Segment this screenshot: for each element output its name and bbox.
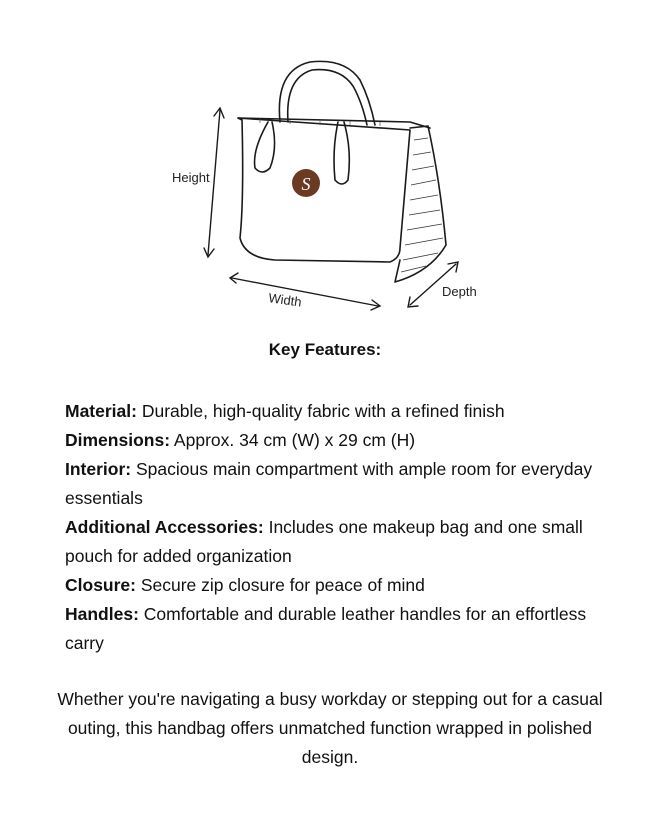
feature-closure: Closure: Secure zip closure for peace of mind (65, 575, 425, 595)
feature-interior: Interior: Spacious main compartment with ample room for everyday essentials (65, 459, 593, 508)
height-label: Height (172, 170, 210, 185)
depth-label: Depth (442, 284, 477, 299)
closing-paragraph: Whether you're navigating a busy workday or stepping out for a casual outing, this handbag offers unmatched function wrapped in polished design. (57, 689, 603, 767)
features-list (65, 397, 625, 658)
bag-handle-front-left (255, 122, 275, 172)
bag-side (395, 126, 446, 282)
handbag-illustration (160, 50, 490, 315)
width-arrow (232, 278, 378, 306)
logo-letter: S (301, 174, 311, 194)
feature-dimensions: Dimensions: Approx. 34 cm (W) x 29 cm (H) (65, 430, 416, 450)
key-features-heading: Key Features: (268, 340, 382, 359)
feature-material: Material: Durable, high-quality fabric with a refined finish (65, 401, 505, 421)
width-label: Width (267, 290, 303, 310)
feature-accessories: Additional Accessories: Includes one makeup bag and one small pouch for added organization (65, 517, 583, 566)
bag-front (238, 118, 410, 262)
bag-handle-front-right (334, 122, 349, 184)
feature-handles: Handles: Comfortable and durable leather handles for an effortless carry (65, 604, 587, 653)
height-arrow (208, 110, 220, 255)
